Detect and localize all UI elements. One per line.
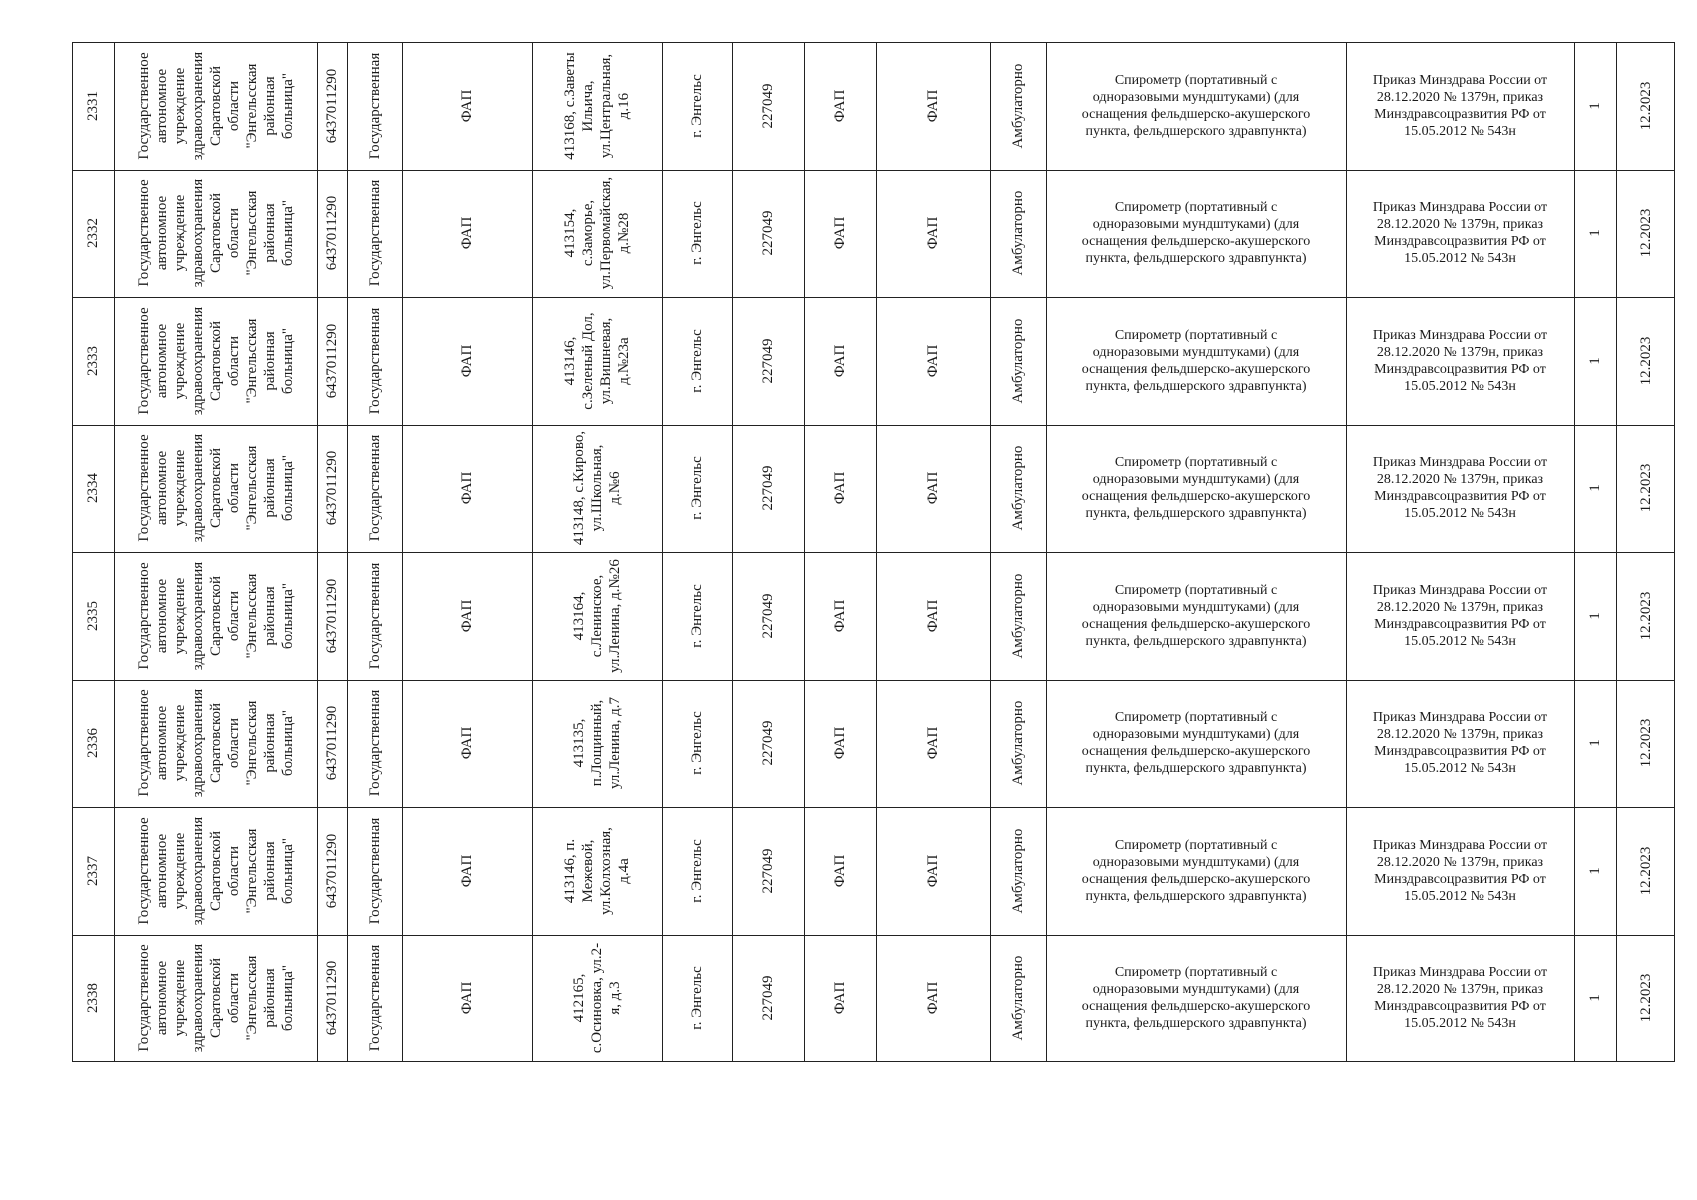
- document-table: [72, 42, 1675, 1062]
- cell-date: [1616, 425, 1675, 553]
- cell-text: 6437011290: [324, 961, 340, 1036]
- cell-subdivision: [804, 425, 876, 553]
- cell-code: [732, 935, 804, 1063]
- cell-text: Государственное автономное учреждение здравоохранения Саратовской области "Энгельсская районная больница": [135, 689, 296, 798]
- cell-text: ФАП: [925, 981, 941, 1015]
- cell-type: [402, 552, 532, 680]
- cell-address: [532, 680, 662, 808]
- cell-care: [990, 170, 1046, 298]
- cell-qty: [1574, 680, 1616, 808]
- cell-text: Государственное автономное учреждение здравоохранения Саратовской области "Энгельсская районная больница": [135, 944, 296, 1053]
- cell-ownership: [347, 425, 402, 553]
- cell-subdivision: [804, 807, 876, 935]
- cell-text: Государственное автономное учреждение здравоохранения Саратовской области "Энгельсская районная больница": [135, 51, 296, 160]
- cell-order: [1346, 807, 1574, 935]
- cell-num: [72, 425, 114, 553]
- cell-type: [402, 170, 532, 298]
- cell-text: 227049: [760, 338, 776, 384]
- cell-subdivision: [804, 935, 876, 1063]
- cell-address: [532, 425, 662, 553]
- cell-equipment: [1046, 297, 1346, 425]
- cell-order: [1346, 680, 1574, 808]
- cell-text: ФАП: [459, 726, 475, 760]
- cell-type: [402, 807, 532, 935]
- cell-text: Государственная: [366, 817, 383, 925]
- cell-text: ФАП: [459, 471, 475, 505]
- cell-code: [732, 552, 804, 680]
- cell-subdivision: [804, 42, 876, 170]
- cell-org: [114, 425, 317, 553]
- cell-order: [1346, 297, 1574, 425]
- cell-text: Амбулаторно: [1010, 828, 1026, 914]
- cell-subdivision: [804, 680, 876, 808]
- cell-num: [72, 552, 114, 680]
- cell-city: [662, 807, 732, 935]
- cell-text: Спирометр (портативный с одноразовыми мундштуками) (для оснащения фельдшерско-акушерского пункта, фельдшерского здравпункта): [1081, 837, 1311, 904]
- cell-text: 413154, с.Заморье, ул.Первомайская, д.№28: [562, 177, 632, 290]
- cell-unit: [876, 935, 990, 1063]
- cell-text: Государственная: [366, 945, 383, 1052]
- cell-text: 227049: [760, 465, 776, 511]
- row-divider: [72, 807, 1675, 808]
- cell-text: Спирометр (портативный с одноразовыми мундштуками) (для оснащения фельдшерско-акушерского пункта, фельдшерского здравпункта): [1081, 72, 1311, 139]
- cell-org: [114, 680, 317, 808]
- cell-text: 1: [1587, 102, 1603, 110]
- cell-qty: [1574, 297, 1616, 425]
- cell-text: ФАП: [832, 344, 848, 378]
- cell-text: 2331: [85, 90, 101, 121]
- table-row: [72, 807, 1675, 935]
- cell-type: [402, 935, 532, 1063]
- cell-inn: [317, 297, 347, 425]
- cell-inn: [317, 807, 347, 935]
- cell-city: [662, 170, 732, 298]
- cell-text: ФАП: [832, 471, 848, 505]
- cell-care: [990, 42, 1046, 170]
- cell-org: [114, 552, 317, 680]
- cell-num: [72, 680, 114, 808]
- cell-unit: [876, 297, 990, 425]
- cell-text: Спирометр (портативный с одноразовыми мундштуками) (для оснащения фельдшерско-акушерского пункта, фельдшерского здравпункта): [1081, 965, 1311, 1032]
- cell-text: 12.2023: [1637, 81, 1654, 131]
- cell-ownership: [347, 807, 402, 935]
- cell-care: [990, 807, 1046, 935]
- cell-text: 227049: [760, 593, 776, 639]
- cell-city: [662, 425, 732, 553]
- cell-text: 12.2023: [1637, 336, 1654, 386]
- cell-text: 413168, с.Заветы Ильича, ул.Центральная, д.16: [562, 52, 632, 160]
- cell-text: 2334: [85, 473, 101, 504]
- cell-ownership: [347, 297, 402, 425]
- cell-inn: [317, 935, 347, 1063]
- cell-text: 6437011290: [324, 323, 340, 398]
- cell-unit: [876, 680, 990, 808]
- cell-order: [1346, 425, 1574, 553]
- cell-text: Приказ Минздрава России от 28.12.2020 № 1379н, приказ Минздравсоцразвития РФ от 15.05.2012 № 543н: [1372, 965, 1548, 1032]
- cell-care: [990, 680, 1046, 808]
- cell-text: ФАП: [925, 216, 941, 250]
- cell-unit: [876, 42, 990, 170]
- cell-unit: [876, 807, 990, 935]
- cell-text: 227049: [760, 975, 776, 1021]
- cell-address: [532, 935, 662, 1063]
- cell-inn: [317, 42, 347, 170]
- cell-num: [72, 297, 114, 425]
- cell-text: г. Энгельс: [689, 966, 705, 1030]
- cell-order: [1346, 552, 1574, 680]
- cell-text: 1: [1587, 484, 1603, 492]
- cell-text: ФАП: [832, 216, 848, 250]
- cell-num: [72, 42, 114, 170]
- row-divider: [72, 42, 1675, 43]
- cell-text: ФАП: [459, 981, 475, 1015]
- cell-type: [402, 42, 532, 170]
- cell-text: Амбулаторно: [1010, 190, 1026, 276]
- cell-num: [72, 170, 114, 298]
- cell-equipment: [1046, 552, 1346, 680]
- cell-num: [72, 935, 114, 1063]
- cell-text: Государственное автономное учреждение здравоохранения Саратовской области "Энгельсская районная больница": [135, 306, 296, 415]
- cell-text: 6437011290: [324, 578, 340, 653]
- cell-text: 6437011290: [324, 706, 340, 781]
- cell-inn: [317, 170, 347, 298]
- cell-text: ФАП: [832, 981, 848, 1015]
- table-row: [72, 170, 1675, 298]
- cell-text: г. Энгельс: [689, 201, 705, 265]
- cell-text: 1: [1587, 739, 1603, 747]
- cell-text: Приказ Минздрава России от 28.12.2020 № 1379н, приказ Минздравсоцразвития РФ от 15.05.2012 № 543н: [1372, 837, 1548, 904]
- table-row: [72, 42, 1675, 170]
- cell-text: 12.2023: [1637, 718, 1654, 768]
- cell-text: Амбулаторно: [1010, 573, 1026, 659]
- cell-order: [1346, 935, 1574, 1063]
- cell-order: [1346, 170, 1574, 298]
- cell-text: 12.2023: [1637, 973, 1654, 1023]
- cell-qty: [1574, 425, 1616, 553]
- cell-text: Амбулаторно: [1010, 445, 1026, 531]
- cell-text: Амбулаторно: [1010, 318, 1026, 404]
- cell-text: Государственное автономное учреждение здравоохранения Саратовской области "Энгельсская районная больница": [135, 434, 296, 543]
- cell-text: Государственная: [366, 690, 383, 797]
- cell-text: 6437011290: [324, 833, 340, 908]
- cell-text: Государственная: [366, 307, 383, 415]
- cell-text: ФАП: [925, 854, 941, 888]
- row-divider: [72, 425, 1675, 426]
- cell-equipment: [1046, 425, 1346, 553]
- cell-org: [114, 297, 317, 425]
- cell-text: 1: [1587, 994, 1603, 1002]
- cell-subdivision: [804, 170, 876, 298]
- cell-text: 2336: [85, 728, 101, 759]
- cell-text: 2337: [85, 855, 101, 886]
- cell-text: 2338: [85, 983, 101, 1014]
- cell-equipment: [1046, 42, 1346, 170]
- cell-ownership: [347, 170, 402, 298]
- cell-text: г. Энгельс: [689, 839, 705, 903]
- cell-qty: [1574, 42, 1616, 170]
- cell-text: г. Энгельс: [689, 456, 705, 520]
- cell-care: [990, 935, 1046, 1063]
- cell-text: Приказ Минздрава России от 28.12.2020 № 1379н, приказ Минздравсоцразвития РФ от 15.05.2012 № 543н: [1372, 327, 1548, 394]
- cell-text: Приказ Минздрава России от 28.12.2020 № 1379н, приказ Минздравсоцразвития РФ от 15.05.2012 № 543н: [1372, 200, 1548, 267]
- cell-text: 227049: [760, 210, 776, 256]
- cell-equipment: [1046, 680, 1346, 808]
- cell-text: 12.2023: [1637, 463, 1654, 513]
- cell-address: [532, 297, 662, 425]
- cell-text: г. Энгельс: [689, 74, 705, 138]
- cell-text: ФАП: [925, 726, 941, 760]
- cell-text: ФАП: [925, 344, 941, 378]
- table-row: [72, 297, 1675, 425]
- row-divider: [72, 170, 1675, 171]
- cell-subdivision: [804, 297, 876, 425]
- cell-date: [1616, 170, 1675, 298]
- cell-qty: [1574, 935, 1616, 1063]
- cell-text: г. Энгельс: [689, 329, 705, 393]
- row-divider: [72, 297, 1675, 298]
- cell-text: ФАП: [832, 599, 848, 633]
- cell-code: [732, 42, 804, 170]
- cell-type: [402, 680, 532, 808]
- cell-text: ФАП: [459, 216, 475, 250]
- cell-text: 6437011290: [324, 451, 340, 526]
- row-divider: [72, 1061, 1675, 1062]
- cell-type: [402, 425, 532, 553]
- cell-text: 12.2023: [1637, 846, 1654, 896]
- cell-ownership: [347, 42, 402, 170]
- cell-code: [732, 170, 804, 298]
- cell-equipment: [1046, 170, 1346, 298]
- cell-date: [1616, 297, 1675, 425]
- cell-unit: [876, 425, 990, 553]
- cell-text: 2333: [85, 345, 101, 376]
- cell-text: 1: [1587, 357, 1603, 365]
- cell-city: [662, 680, 732, 808]
- table-row: [72, 680, 1675, 808]
- cell-date: [1616, 807, 1675, 935]
- cell-text: ФАП: [925, 599, 941, 633]
- cell-city: [662, 297, 732, 425]
- cell-address: [532, 807, 662, 935]
- cell-text: 1: [1587, 612, 1603, 620]
- cell-text: 1: [1587, 229, 1603, 237]
- cell-text: ФАП: [925, 471, 941, 505]
- cell-text: ФАП: [459, 599, 475, 633]
- cell-city: [662, 552, 732, 680]
- row-divider: [72, 680, 1675, 681]
- cell-text: 413148, с.Кирово, ул.Школьная, д.№6: [571, 431, 623, 546]
- cell-text: Спирометр (портативный с одноразовыми мундштуками) (для оснащения фельдшерско-акушерского пункта, фельдшерского здравпункта): [1081, 327, 1311, 394]
- cell-text: Государственная: [366, 52, 383, 160]
- cell-text: Спирометр (портативный с одноразовыми мундштуками) (для оснащения фельдшерско-акушерского пункта, фельдшерского здравпункта): [1081, 200, 1311, 267]
- cell-order: [1346, 42, 1574, 170]
- cell-inn: [317, 552, 347, 680]
- cell-text: 227049: [760, 720, 776, 766]
- cell-city: [662, 42, 732, 170]
- cell-org: [114, 935, 317, 1063]
- cell-text: Приказ Минздрава России от 28.12.2020 № 1379н, приказ Минздравсоцразвития РФ от 15.05.2012 № 543н: [1372, 582, 1548, 649]
- cell-type: [402, 297, 532, 425]
- cell-text: г. Энгельс: [689, 584, 705, 648]
- cell-text: 413146, с.Зеленый Дол, ул.Вишневая, д.№23а: [562, 312, 632, 410]
- cell-text: ФАП: [832, 854, 848, 888]
- cell-inn: [317, 680, 347, 808]
- cell-code: [732, 680, 804, 808]
- cell-text: 6437011290: [324, 68, 340, 143]
- row-divider: [72, 552, 1675, 553]
- cell-text: Спирометр (портативный с одноразовыми мундштуками) (для оснащения фельдшерско-акушерского пункта, фельдшерского здравпункта): [1081, 582, 1311, 649]
- cell-date: [1616, 552, 1675, 680]
- cell-text: ФАП: [925, 89, 941, 123]
- cell-text: Государственное автономное учреждение здравоохранения Саратовской области "Энгельсская районная больница": [135, 179, 296, 288]
- cell-ownership: [347, 935, 402, 1063]
- cell-text: ФАП: [459, 344, 475, 378]
- cell-text: Амбулаторно: [1010, 63, 1026, 149]
- cell-text: 227049: [760, 848, 776, 894]
- cell-text: 412165, с.Осиновка, ул.2- я, д.3: [571, 943, 623, 1054]
- cell-care: [990, 297, 1046, 425]
- cell-city: [662, 935, 732, 1063]
- cell-text: Государственная: [366, 562, 383, 670]
- cell-text: Государственная: [366, 435, 383, 542]
- cell-text: ФАП: [459, 89, 475, 123]
- cell-text: Спирометр (портативный с одноразовыми мундштуками) (для оснащения фельдшерско-акушерского пункта, фельдшерского здравпункта): [1081, 710, 1311, 777]
- cell-address: [532, 552, 662, 680]
- cell-text: 2332: [85, 218, 101, 249]
- cell-text: Амбулаторно: [1010, 955, 1026, 1041]
- cell-text: Спирометр (портативный с одноразовыми мундштуками) (для оснащения фельдшерско-акушерского пункта, фельдшерского здравпункта): [1081, 455, 1311, 522]
- cell-unit: [876, 552, 990, 680]
- cell-care: [990, 552, 1046, 680]
- cell-num: [72, 807, 114, 935]
- cell-inn: [317, 425, 347, 553]
- cell-ownership: [347, 552, 402, 680]
- cell-date: [1616, 680, 1675, 808]
- cell-qty: [1574, 170, 1616, 298]
- row-divider: [72, 935, 1675, 936]
- cell-text: 12.2023: [1637, 591, 1654, 641]
- cell-text: 2335: [85, 600, 101, 631]
- cell-text: ФАП: [832, 89, 848, 123]
- cell-text: Приказ Минздрава России от 28.12.2020 № 1379н, приказ Минздравсоцразвития РФ от 15.05.2012 № 543н: [1372, 710, 1548, 777]
- cell-text: ФАП: [459, 854, 475, 888]
- cell-text: 12.2023: [1637, 208, 1654, 258]
- cell-text: 413146, п. Межевой, ул.Колхозная, д.4а: [562, 826, 632, 915]
- cell-care: [990, 425, 1046, 553]
- table-row: [72, 425, 1675, 553]
- cell-subdivision: [804, 552, 876, 680]
- cell-text: Приказ Минздрава России от 28.12.2020 № 1379н, приказ Минздравсоцразвития РФ от 15.05.2012 № 543н: [1372, 455, 1548, 522]
- cell-text: Приказ Минздрава России от 28.12.2020 № 1379н, приказ Минздравсоцразвития РФ от 15.05.2012 № 543н: [1372, 72, 1548, 139]
- cell-address: [532, 42, 662, 170]
- cell-address: [532, 170, 662, 298]
- cell-equipment: [1046, 807, 1346, 935]
- cell-text: Государственное автономное учреждение здравоохранения Саратовской области "Энгельсская районная больница": [135, 816, 296, 925]
- cell-org: [114, 170, 317, 298]
- cell-date: [1616, 42, 1675, 170]
- cell-org: [114, 807, 317, 935]
- cell-date: [1616, 935, 1675, 1063]
- cell-qty: [1574, 807, 1616, 935]
- table-row: [72, 552, 1675, 680]
- cell-text: ФАП: [832, 726, 848, 760]
- cell-text: Государственное автономное учреждение здравоохранения Саратовской области "Энгельсская районная больница": [135, 561, 296, 670]
- cell-org: [114, 42, 317, 170]
- cell-text: 413135, п.Лощинный, ул.Ленина, д.7: [571, 697, 623, 790]
- cell-qty: [1574, 552, 1616, 680]
- cell-text: г. Энгельс: [689, 711, 705, 775]
- cell-text: 413164, с.Ленинское, ул.Ленина, д.№26: [571, 558, 623, 673]
- cell-text: 1: [1587, 867, 1603, 875]
- cell-equipment: [1046, 935, 1346, 1063]
- cell-text: 6437011290: [324, 196, 340, 271]
- cell-text: 227049: [760, 83, 776, 129]
- table-row: [72, 935, 1675, 1063]
- cell-code: [732, 425, 804, 553]
- cell-text: Государственная: [366, 180, 383, 287]
- cell-text: Амбулаторно: [1010, 700, 1026, 786]
- cell-unit: [876, 170, 990, 298]
- cell-code: [732, 807, 804, 935]
- cell-code: [732, 297, 804, 425]
- cell-ownership: [347, 680, 402, 808]
